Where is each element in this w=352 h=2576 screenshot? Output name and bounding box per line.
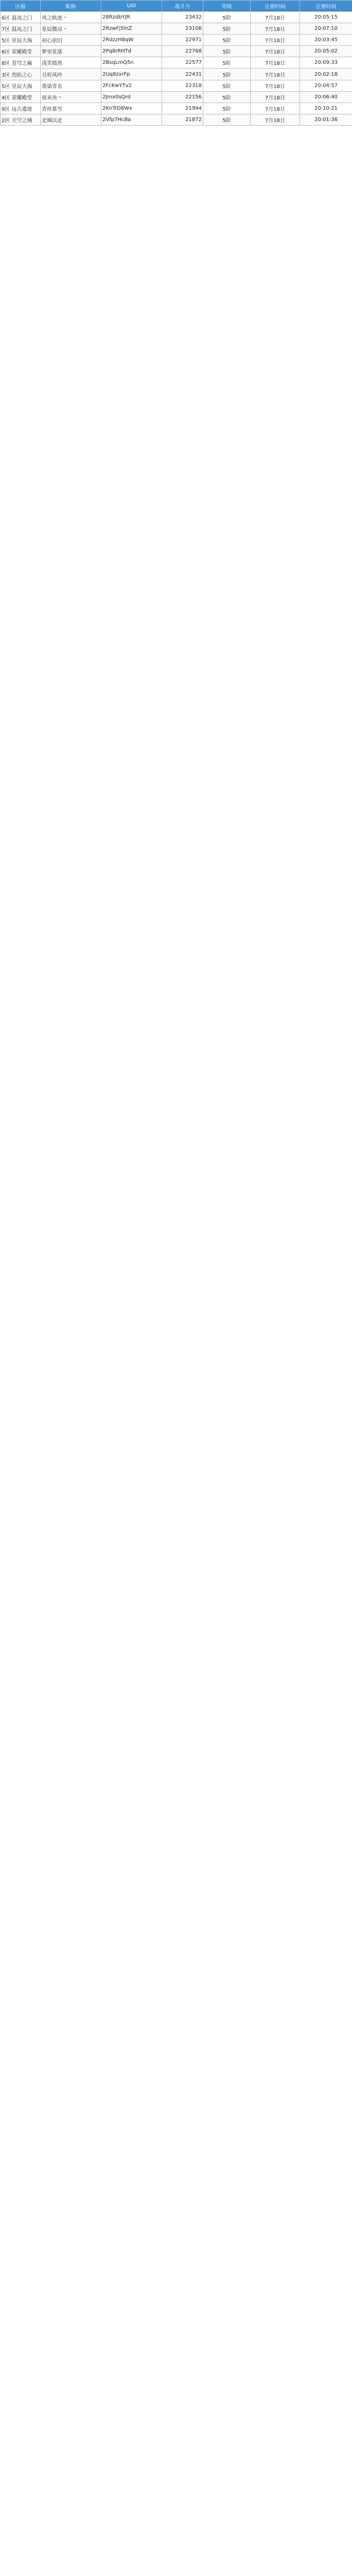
nickname-cell: 梦里花落 bbox=[41, 46, 101, 57]
column-header-register-time: 注册时间 bbox=[300, 1, 352, 12]
nickname-cell: 初心依旧 bbox=[41, 35, 101, 46]
nickname-cell: 星辰微凉丶 bbox=[41, 23, 101, 35]
server-cell: 4区 荣耀殿堂 bbox=[1, 91, 41, 103]
column-header-level: 等级 bbox=[203, 1, 251, 12]
nickname-cell: 风之轨迹丶 bbox=[41, 12, 101, 23]
level-cell: 5阶 bbox=[203, 12, 251, 23]
level-cell: 5阶 bbox=[203, 69, 251, 80]
table-row bbox=[1, 23, 352, 35]
power-cell: 21872 bbox=[162, 114, 203, 125]
server-cell: 7区 混沌之门 bbox=[1, 23, 41, 35]
table-row bbox=[1, 35, 352, 46]
uid-cell: 2RzwFj5lnZ bbox=[101, 23, 162, 35]
level-cell: 5阶 bbox=[203, 57, 251, 69]
table-row bbox=[1, 80, 352, 91]
register-time-cell: 20:02:18 bbox=[300, 69, 352, 80]
uid-cell: 2Uq8zxrFp bbox=[101, 69, 162, 80]
register-date-cell: 7月18日 bbox=[251, 69, 300, 80]
level-cell: 5阶 bbox=[203, 91, 251, 103]
register-date-cell: 7月18日 bbox=[251, 23, 300, 35]
uid-cell: 2Jmx0sQrd bbox=[101, 91, 162, 103]
nickname-cell: 墨染青衣 bbox=[41, 80, 101, 91]
power-cell: 22318 bbox=[162, 80, 203, 91]
register-date-cell: 7月18日 bbox=[251, 57, 300, 69]
column-header-server: 区服 bbox=[1, 1, 41, 12]
uid-cell: 2RdzzH8qW bbox=[101, 35, 162, 46]
server-cell: 3区 烈焰之心 bbox=[1, 69, 41, 80]
power-cell: 23432 bbox=[162, 12, 203, 23]
table-body bbox=[1, 12, 352, 126]
server-cell: 6区 混沌之门 bbox=[1, 12, 41, 23]
register-time-cell: 20:03:45 bbox=[300, 35, 352, 46]
nickname-cell: 北城以北 bbox=[41, 114, 101, 125]
column-header-nickname: 昵称 bbox=[41, 1, 101, 12]
column-header-uid: UID bbox=[101, 1, 162, 12]
power-cell: 22156 bbox=[162, 91, 203, 103]
register-time-cell: 20:05:02 bbox=[300, 46, 352, 57]
register-time-cell: 20:01:36 bbox=[300, 114, 352, 125]
register-time-cell: 20:07:10 bbox=[300, 23, 352, 35]
level-cell: 5阶 bbox=[203, 23, 251, 35]
power-cell: 22768 bbox=[162, 46, 203, 57]
uid-cell: 2Vfp7HcBa bbox=[101, 114, 162, 125]
table-row bbox=[1, 114, 352, 125]
table-row bbox=[1, 12, 352, 23]
column-header-register-date: 注册时间 bbox=[251, 1, 300, 12]
server-cell: 5区 星辰大海 bbox=[1, 80, 41, 91]
table-row bbox=[1, 69, 352, 80]
register-date-cell: 7月18日 bbox=[251, 114, 300, 125]
register-date-cell: 7月18日 bbox=[251, 80, 300, 91]
uid-cell: 2BsqLmQ5n bbox=[101, 57, 162, 69]
register-date-cell: 7月18日 bbox=[251, 91, 300, 103]
register-date-cell: 7月18日 bbox=[251, 35, 300, 46]
register-time-cell: 20:06:40 bbox=[300, 91, 352, 103]
nickname-cell: 青丝暮雪 bbox=[41, 103, 101, 114]
register-date-cell: 7月18日 bbox=[251, 103, 300, 114]
server-cell: 6区 荣耀殿堂 bbox=[1, 46, 41, 57]
table-row bbox=[1, 91, 352, 103]
server-cell: 2区 天空之城 bbox=[1, 114, 41, 125]
register-date-cell: 7月18日 bbox=[251, 12, 300, 23]
table-row bbox=[1, 103, 352, 114]
power-cell: 22971 bbox=[162, 35, 203, 46]
register-time-cell: 20:04:57 bbox=[300, 80, 352, 91]
register-time-cell: 20:10:21 bbox=[300, 103, 352, 114]
register-date-cell: 7月18日 bbox=[251, 46, 300, 57]
nickname-cell: 浅笑嫣然 bbox=[41, 57, 101, 69]
leaderboard-table-wrapper bbox=[0, 0, 352, 126]
level-cell: 5阶 bbox=[203, 46, 251, 57]
nickname-cell: 且听风吟 bbox=[41, 69, 101, 80]
table-row bbox=[1, 46, 352, 57]
server-cell: 5区 星辰大海 bbox=[1, 35, 41, 46]
register-time-cell: 20:09:33 bbox=[300, 57, 352, 69]
uid-cell: 2KnTrD8Wx bbox=[101, 103, 162, 114]
power-cell: 22431 bbox=[162, 69, 203, 80]
uid-cell: 28RzdbYJR bbox=[101, 12, 162, 23]
uid-cell: 2FcKwYTv2 bbox=[101, 80, 162, 91]
leaderboard-table bbox=[0, 0, 352, 126]
column-header-power: 战斗力 bbox=[162, 1, 203, 12]
level-cell: 5阶 bbox=[203, 114, 251, 125]
nickname-cell: 夜未央丶 bbox=[41, 91, 101, 103]
server-cell: 9区 远古遗迹 bbox=[1, 103, 41, 114]
level-cell: 5阶 bbox=[203, 35, 251, 46]
register-time-cell: 20:05:15 bbox=[300, 12, 352, 23]
power-cell: 21994 bbox=[162, 103, 203, 114]
power-cell: 23106 bbox=[162, 23, 203, 35]
table-row bbox=[1, 57, 352, 69]
level-cell: 5阶 bbox=[203, 103, 251, 114]
level-cell: 5阶 bbox=[203, 80, 251, 91]
uid-cell: 2Pq8rRHTd bbox=[101, 46, 162, 57]
server-cell: 8区 苍穹之巅 bbox=[1, 57, 41, 69]
power-cell: 22577 bbox=[162, 57, 203, 69]
table-header-row bbox=[1, 1, 352, 12]
